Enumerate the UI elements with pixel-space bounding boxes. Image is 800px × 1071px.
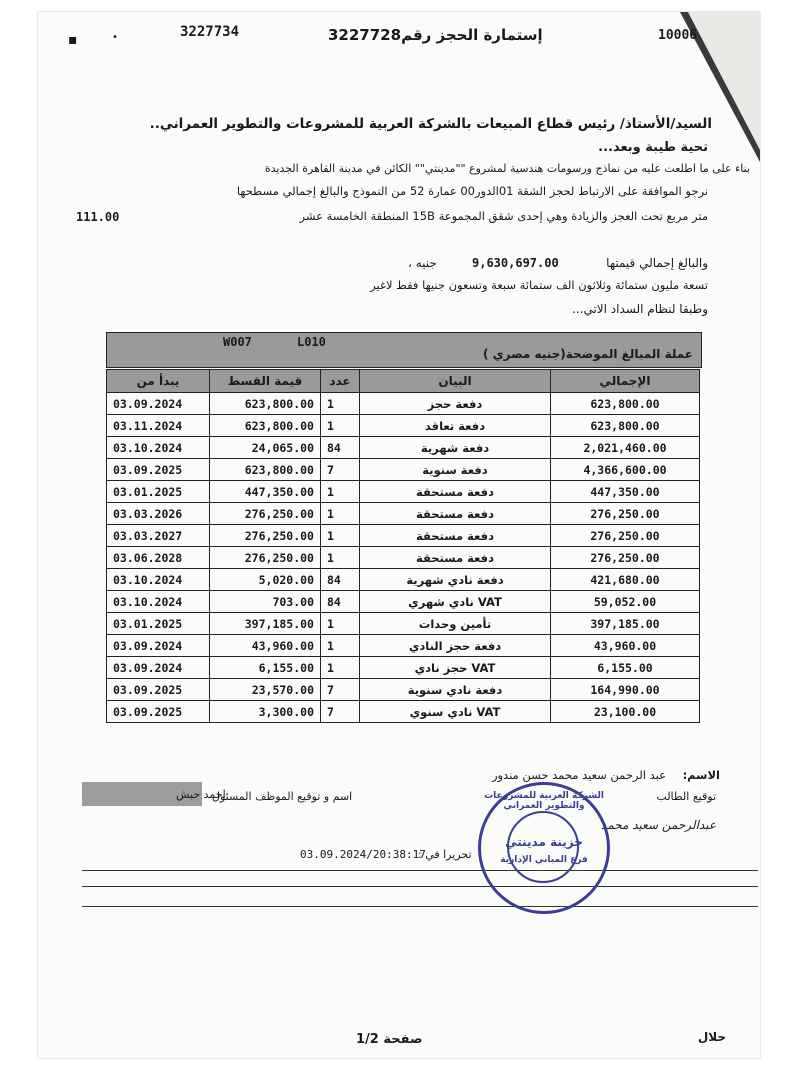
cell-total: 421,680.00 bbox=[551, 569, 700, 591]
payment-schedule-table bbox=[106, 369, 700, 723]
punch-mark: • bbox=[112, 32, 118, 43]
cell-description: دفعة شهرية bbox=[360, 437, 551, 459]
cell-installment: 623,800.00 bbox=[210, 459, 321, 481]
cell-total: 276,250.00 bbox=[551, 503, 700, 525]
table-row bbox=[107, 503, 700, 525]
table-row bbox=[107, 591, 700, 613]
name-label: الاسم: bbox=[682, 768, 720, 782]
col-count: عدد bbox=[321, 370, 360, 393]
cell-total: 6,155.00 bbox=[551, 657, 700, 679]
footer-rule bbox=[82, 870, 758, 871]
col-start-date: يبدأ من bbox=[107, 370, 210, 393]
stamp-ring-text: الشركة العربية للمشروعات والتطوير العمراني bbox=[484, 791, 604, 811]
total-unit: جنيه ، bbox=[408, 256, 437, 270]
cell-description: دفعة مستحقة bbox=[360, 481, 551, 503]
payment-intro: وطبقا لنظام السداد الاتي... bbox=[572, 302, 708, 316]
cell-total: 447,350.00 bbox=[551, 481, 700, 503]
cell-count: 7 bbox=[321, 701, 360, 723]
col-installment: قيمة القسط bbox=[210, 370, 321, 393]
table-row bbox=[107, 569, 700, 591]
code-w: W007 bbox=[223, 335, 252, 349]
cell-installment: 397,185.00 bbox=[210, 613, 321, 635]
table-row bbox=[107, 437, 700, 459]
cell-count: 1 bbox=[321, 481, 360, 503]
cell-start-date: 03.09.2025 bbox=[107, 701, 210, 723]
greeting-line: تحية طيبة وبعد... bbox=[598, 140, 708, 155]
cell-start-date: 03.11.2024 bbox=[107, 415, 210, 437]
table-row bbox=[107, 459, 700, 481]
applicant-signature: عبدالرحمن سعيد محمد bbox=[601, 818, 716, 832]
document-page bbox=[38, 12, 760, 1058]
cell-installment: 5,020.00 bbox=[210, 569, 321, 591]
cell-start-date: 03.10.2024 bbox=[107, 437, 210, 459]
cell-start-date: 03.01.2025 bbox=[107, 613, 210, 635]
cell-installment: 447,350.00 bbox=[210, 481, 321, 503]
cell-description: دفعة مستحقة bbox=[360, 547, 551, 569]
cell-count: 1 bbox=[321, 547, 360, 569]
page-number: صفحة 1/2 bbox=[356, 1032, 423, 1047]
addressee-line: السيد/الأستاذ/ رئيس قطاع المبيعات بالشركة العربية للمشروعات والتطوير العمراني.. bbox=[149, 116, 712, 132]
cell-installment: 43,960.00 bbox=[210, 635, 321, 657]
cell-total: 2,021,460.00 bbox=[551, 437, 700, 459]
cell-description: دفعة حجز النادي bbox=[360, 635, 551, 657]
cell-installment: 276,250.00 bbox=[210, 503, 321, 525]
cell-count: 7 bbox=[321, 679, 360, 701]
cell-total: 23,100.00 bbox=[551, 701, 700, 723]
table-row bbox=[107, 393, 700, 415]
cell-count: 7 bbox=[321, 459, 360, 481]
cell-total: 59,052.00 bbox=[551, 591, 700, 613]
cell-description: VAT نادي شهري bbox=[360, 591, 551, 613]
cell-total: 397,185.00 bbox=[551, 613, 700, 635]
cell-start-date: 03.10.2024 bbox=[107, 569, 210, 591]
cell-count: 1 bbox=[321, 657, 360, 679]
cell-description: دفعة سنوية bbox=[360, 459, 551, 481]
cell-installment: 24,065.00 bbox=[210, 437, 321, 459]
cell-count: 84 bbox=[321, 437, 360, 459]
stamp-center-text: خزينة مدينتي bbox=[505, 835, 583, 849]
cell-installment: 3,300.00 bbox=[210, 701, 321, 723]
cell-total: 43,960.00 bbox=[551, 635, 700, 657]
cell-description: دفعة نادي شهرية bbox=[360, 569, 551, 591]
total-value-label: والبالغ إجمالي قيمتها bbox=[606, 256, 708, 270]
company-stamp bbox=[478, 782, 610, 914]
table-row bbox=[107, 701, 700, 723]
unit-area: 111.00 bbox=[76, 210, 120, 224]
cell-installment: 623,800.00 bbox=[210, 415, 321, 437]
cell-installment: 276,250.00 bbox=[210, 547, 321, 569]
letter-line-1: بناء على ما اطلعت عليه من نماذج ورسومات هندسية لمشروع ""مدينتي"" الكائن في مدينة القاهرة الجديدة bbox=[264, 162, 750, 175]
cell-installment: 703.00 bbox=[210, 591, 321, 613]
cell-total: 4,366,600.00 bbox=[551, 459, 700, 481]
total-value: 9,630,697.00 bbox=[472, 256, 559, 270]
cell-start-date: 03.06.2028 bbox=[107, 547, 210, 569]
cell-start-date: 03.10.2024 bbox=[107, 591, 210, 613]
letter-line-2: نرجو الموافقة على الارتباط لحجز الشقة 01الدور00 عمارة 52 من النموذج والبالغ إجمالي مسطحها bbox=[236, 184, 708, 198]
cell-installment: 276,250.00 bbox=[210, 525, 321, 547]
col-description: البيان bbox=[360, 370, 551, 393]
cell-description: دفعة نادي سنوية bbox=[360, 679, 551, 701]
cell-start-date: 03.03.2026 bbox=[107, 503, 210, 525]
footer-rule bbox=[82, 906, 758, 907]
footer-rule bbox=[82, 886, 758, 887]
reference-number-right: 10006 bbox=[658, 28, 698, 43]
cell-count: 84 bbox=[321, 591, 360, 613]
table-row bbox=[107, 679, 700, 701]
cell-description: VAT نادي سنوي bbox=[360, 701, 551, 723]
reference-number-left: 3227734 bbox=[180, 24, 240, 40]
cell-total: 623,800.00 bbox=[551, 415, 700, 437]
cell-start-date: 03.01.2025 bbox=[107, 481, 210, 503]
cell-installment: 23,570.00 bbox=[210, 679, 321, 701]
cell-total: 276,250.00 bbox=[551, 547, 700, 569]
table-row bbox=[107, 635, 700, 657]
corner-mark: حلال bbox=[697, 1030, 726, 1044]
cell-start-date: 03.09.2024 bbox=[107, 635, 210, 657]
employee-name: احمد حبش bbox=[176, 788, 226, 801]
cell-count: 84 bbox=[321, 569, 360, 591]
stamp-sub-text: فرع المباني الإدارية bbox=[500, 855, 588, 865]
employee-label: اسم و توقيع الموظف المسئول bbox=[212, 790, 353, 803]
table-row bbox=[107, 547, 700, 569]
currency-label: عملة المبالغ الموضحة(جنيه مصري ) bbox=[482, 347, 693, 361]
cell-total: 623,800.00 bbox=[551, 393, 700, 415]
cell-count: 1 bbox=[321, 503, 360, 525]
cell-description: دفعة حجز bbox=[360, 393, 551, 415]
currency-header-bar bbox=[106, 332, 702, 368]
cell-installment: 6,155.00 bbox=[210, 657, 321, 679]
cell-count: 1 bbox=[321, 525, 360, 547]
form-title: إستمارة الحجز رقم3227728 bbox=[328, 26, 543, 44]
col-total: الإجمالي bbox=[551, 370, 700, 393]
applicant-name: عبد الرحمن سعيد محمد حسن مندور bbox=[491, 768, 666, 782]
cell-description: دفعة مستحقة bbox=[360, 525, 551, 547]
cell-start-date: 03.09.2024 bbox=[107, 657, 210, 679]
cell-count: 1 bbox=[321, 415, 360, 437]
cell-count: 1 bbox=[321, 635, 360, 657]
issue-date-label: تحريرا في : bbox=[418, 848, 472, 861]
cell-description: دفعة تعاقد bbox=[360, 415, 551, 437]
table-row bbox=[107, 481, 700, 503]
letter-line-3: متر مربع تحت العجز والزيادة وهي إحدى شقق المجموعة 15B المنطقة الخامسة عشر bbox=[299, 209, 708, 223]
table-row bbox=[107, 525, 700, 547]
cell-total: 164,990.00 bbox=[551, 679, 700, 701]
cell-start-date: 03.09.2025 bbox=[107, 679, 210, 701]
table-row bbox=[107, 657, 700, 679]
cell-count: 1 bbox=[321, 393, 360, 415]
table-row bbox=[107, 415, 700, 437]
cell-description: تأمين وحدات bbox=[360, 613, 551, 635]
code-l: L010 bbox=[297, 335, 326, 349]
total-in-words: تسعة مليون ستمائة وثلاثون الف ستمائة سبعة وتسعون جنيها فقط لاغير bbox=[370, 278, 708, 292]
punch-mark: ▪ bbox=[68, 32, 78, 48]
table-header-row bbox=[107, 370, 700, 393]
cell-description: دفعة مستحقة bbox=[360, 503, 551, 525]
cell-start-date: 03.03.2027 bbox=[107, 525, 210, 547]
issue-date: 03.09.2024/20:38:17 bbox=[300, 848, 426, 861]
cell-start-date: 03.09.2025 bbox=[107, 459, 210, 481]
cell-start-date: 03.09.2024 bbox=[107, 393, 210, 415]
cell-installment: 623,800.00 bbox=[210, 393, 321, 415]
cell-count: 1 bbox=[321, 613, 360, 635]
cell-total: 276,250.00 bbox=[551, 525, 700, 547]
cell-description: VAT حجز نادي bbox=[360, 657, 551, 679]
applicant-signature-label: توقيع الطالب bbox=[656, 790, 716, 803]
table-row bbox=[107, 613, 700, 635]
